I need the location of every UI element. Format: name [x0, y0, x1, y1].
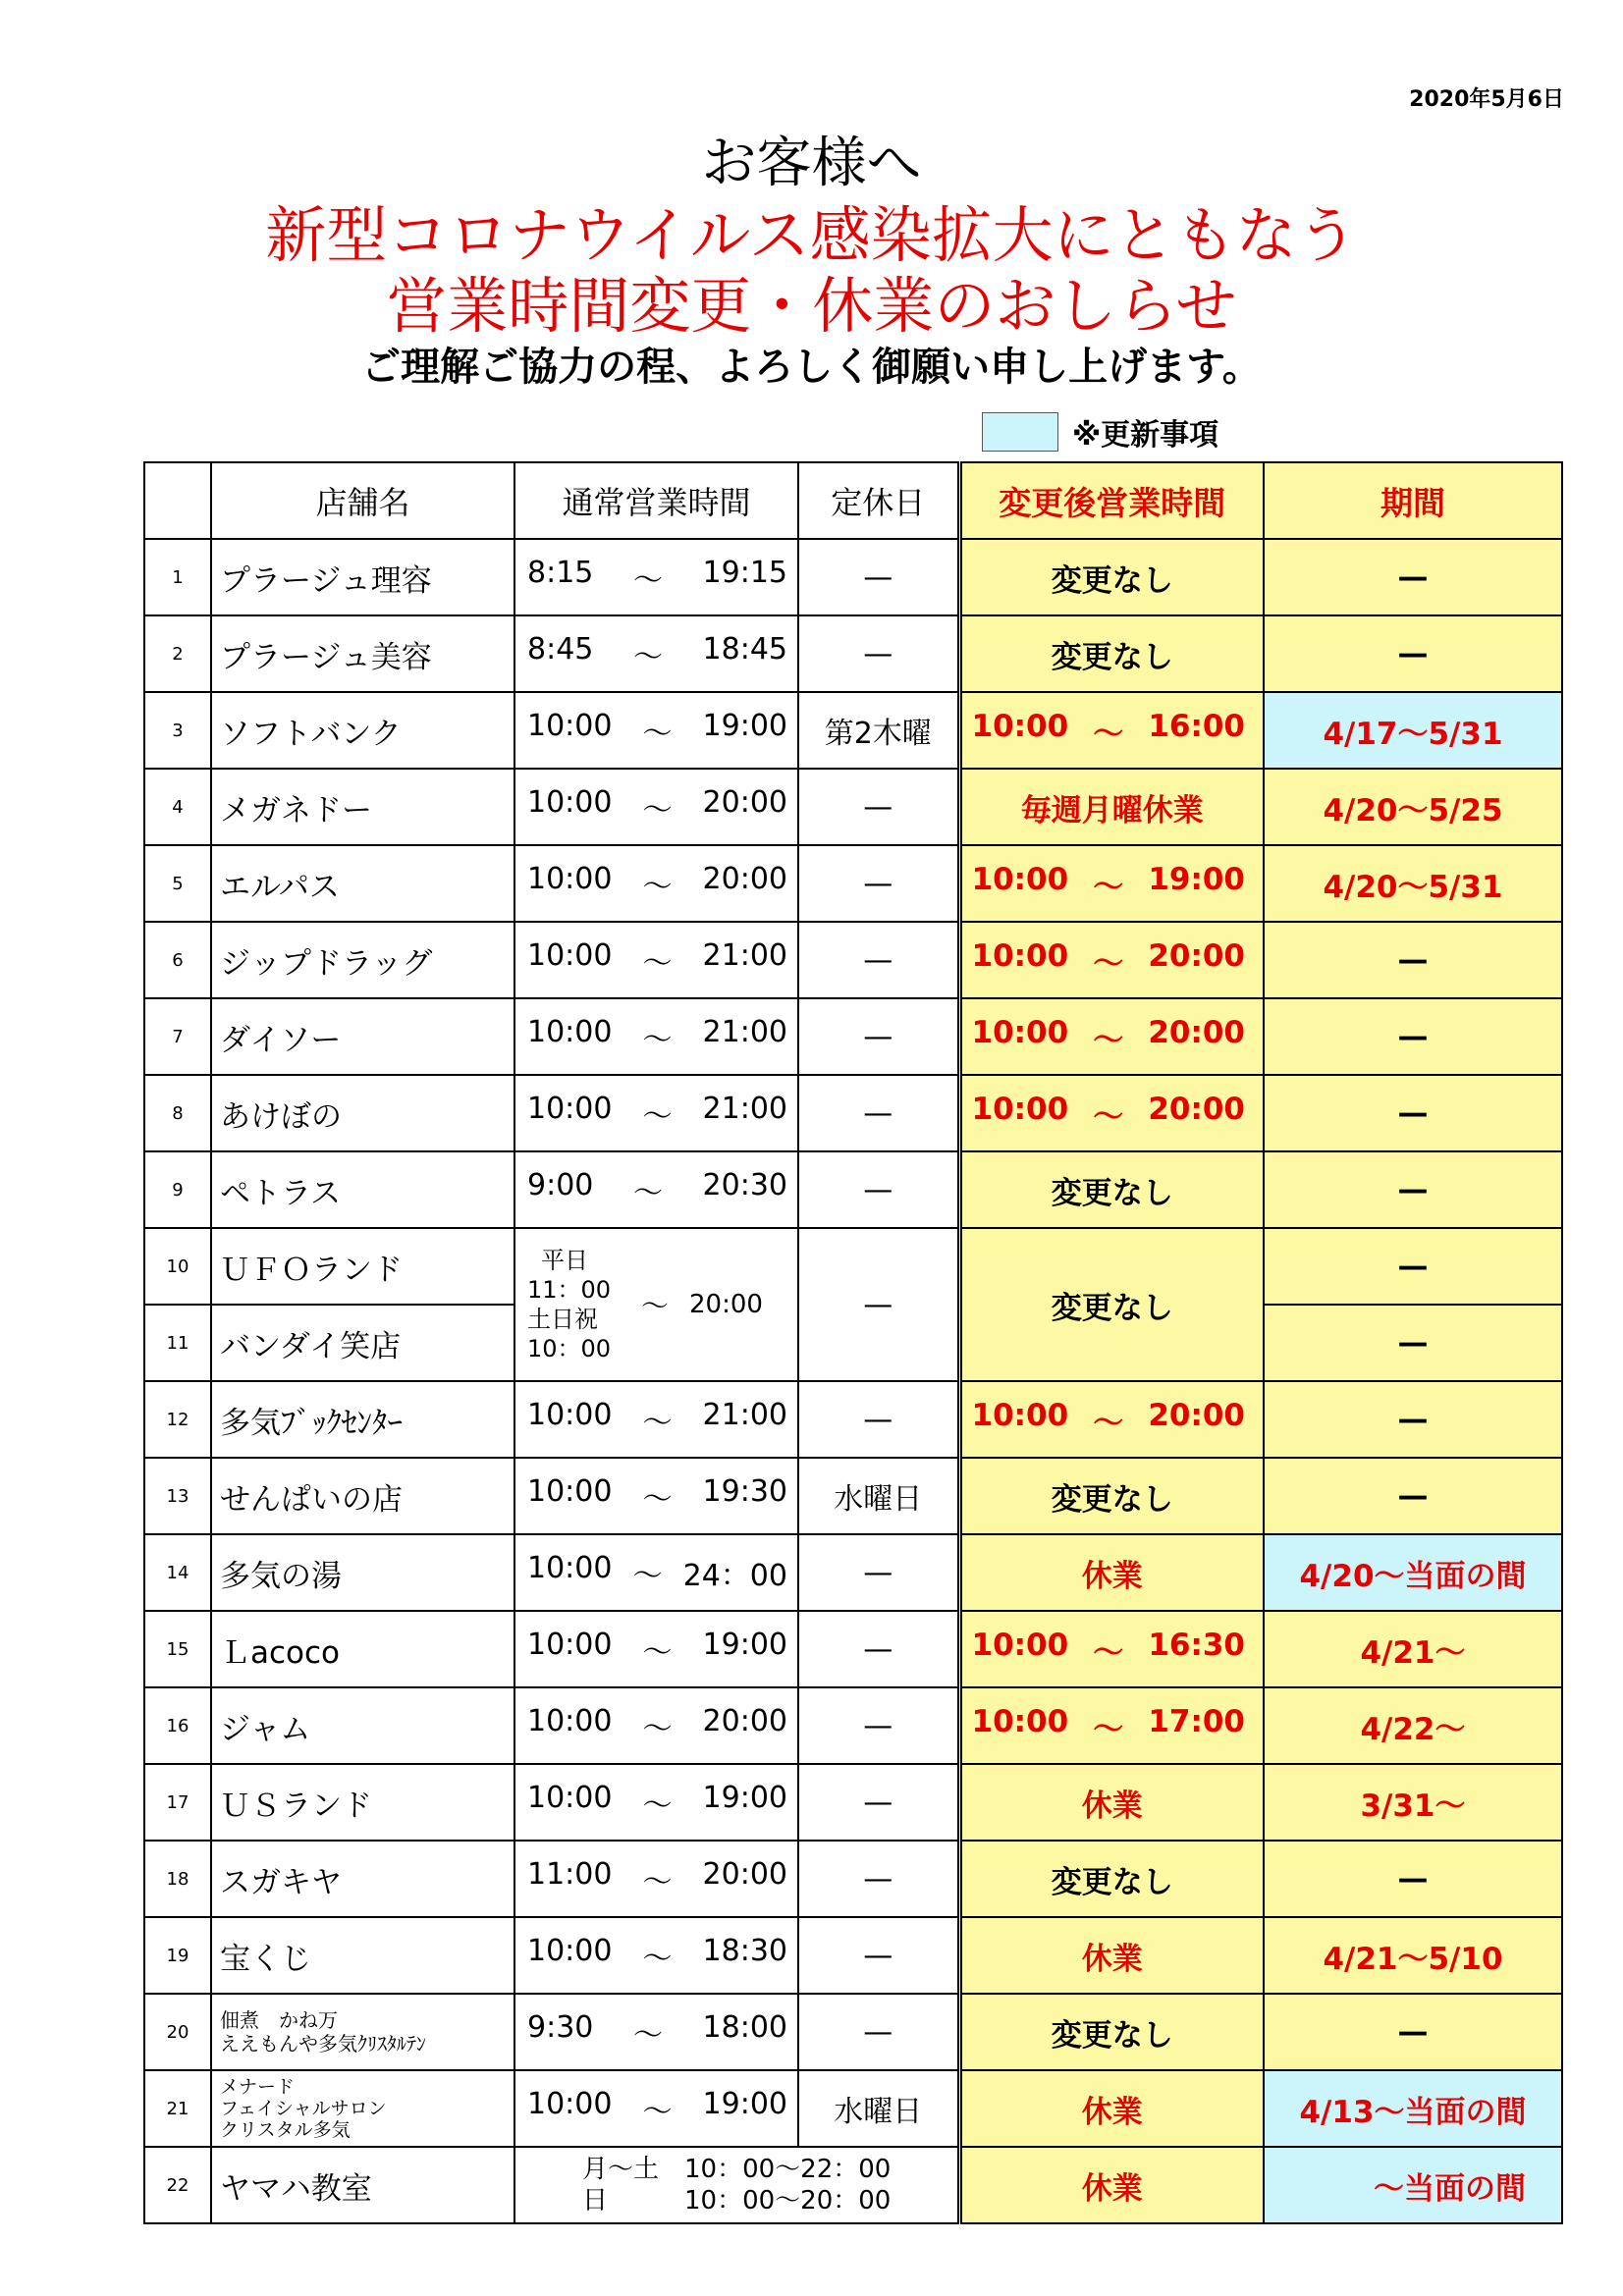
- regular-holiday: —: [798, 1228, 959, 1381]
- normal-hours: [514, 1611, 798, 1687]
- changed-hours: 変更なし: [959, 539, 1264, 615]
- new-open-time: 10:00: [971, 861, 1069, 897]
- changed-hours: [959, 1381, 1264, 1458]
- range-tilde: ～: [642, 717, 673, 751]
- row-number: 1: [144, 539, 211, 615]
- normal-hours: [514, 692, 798, 769]
- table-row: [144, 539, 1562, 615]
- store-name-line: ええもんや多気ｸﾘｽﾀﾙﾃﾝ: [220, 2032, 426, 2056]
- close-time: 19:00: [702, 709, 787, 743]
- table-row: [144, 1994, 1562, 2070]
- store-name: ヤマハ教室: [211, 2147, 514, 2223]
- changed-hours: [959, 692, 1264, 769]
- greeting: お客様へ: [701, 132, 922, 195]
- changed-hours: 休業: [959, 1917, 1264, 1994]
- close-time: 18:30: [702, 1934, 787, 1968]
- normal-hours: [514, 1151, 798, 1228]
- store-name-line: フェイシャルサロン: [220, 2098, 387, 2119]
- change-period: 3/31～: [1264, 1764, 1562, 1841]
- range-tilde: ～: [642, 2095, 673, 2129]
- row-number: 9: [144, 1151, 211, 1228]
- changed-hours: 変更なし: [959, 1228, 1264, 1381]
- close-time: 20:00: [702, 1704, 787, 1738]
- table-row: [144, 1764, 1562, 1841]
- change-period: —: [1264, 1305, 1562, 1381]
- row-number: 3: [144, 692, 211, 769]
- change-period: —: [1264, 1841, 1562, 1917]
- open-time: 10:00: [527, 1092, 613, 1126]
- change-period: —: [1264, 922, 1562, 998]
- open-time: 10:00: [527, 1474, 613, 1509]
- table-row: [144, 922, 1562, 998]
- open-time: 11:00: [527, 1857, 613, 1892]
- open-time: 10:00: [527, 709, 613, 743]
- row-number: 4: [144, 769, 211, 845]
- range-tilde: ～: [632, 1176, 663, 1210]
- change-period: 4/17～5/31: [1264, 692, 1562, 769]
- normal-hours: [514, 1228, 798, 1381]
- range-tilde: ～: [642, 870, 673, 904]
- header-period: 期間: [1264, 462, 1562, 539]
- store-hours-table: [143, 461, 1563, 2224]
- new-open-time: 10:00: [971, 1397, 1069, 1433]
- document-date: 2020年5月6日: [1409, 87, 1564, 112]
- new-open-time: 10:00: [971, 1627, 1069, 1663]
- store-name: あけぼの: [211, 1075, 514, 1151]
- changed-hours: 変更なし: [959, 1458, 1264, 1534]
- table-row: [144, 2147, 1562, 2223]
- change-period: 4/20～当面の間: [1264, 1534, 1562, 1611]
- changed-hours: 休業: [959, 1534, 1264, 1611]
- change-period: —: [1264, 998, 1562, 1075]
- close-time: 21:00: [702, 1015, 787, 1049]
- regular-holiday: —: [798, 539, 959, 615]
- new-open-time: 10:00: [971, 1014, 1069, 1050]
- close-time: 19:15: [702, 556, 787, 590]
- new-close-time: 19:00: [1148, 861, 1245, 897]
- store-name: ペトラス: [211, 1151, 514, 1228]
- open-time: 10:00: [527, 1628, 613, 1662]
- open-time: 10:00: [527, 785, 613, 820]
- change-period: —: [1264, 615, 1562, 692]
- open-time: 10:00: [527, 1398, 613, 1432]
- changed-hours: 変更なし: [959, 1994, 1264, 2070]
- open-time: 10:00: [527, 1934, 613, 1968]
- close-time: 20:00: [702, 1857, 787, 1892]
- regular-holiday: 水曜日: [798, 1458, 959, 1534]
- open-time: 10:00: [527, 938, 613, 973]
- close-time: 20:00: [702, 862, 787, 896]
- table-row: [144, 1228, 1562, 1305]
- new-open-time: 10:00: [971, 1091, 1069, 1127]
- range-tilde: ～: [642, 1712, 673, 1746]
- regular-holiday: —: [798, 998, 959, 1075]
- normal-hours: [514, 1687, 798, 1764]
- new-close-time: 20:00: [1148, 1014, 1245, 1050]
- close-time: 19:00: [702, 1781, 787, 1815]
- changed-hours: 休業: [959, 1764, 1264, 1841]
- new-close-time: 20:00: [1148, 937, 1245, 974]
- change-period: 4/20～5/31: [1264, 845, 1562, 922]
- new-close-time: 20:00: [1148, 1091, 1245, 1127]
- close-time: 21:00: [702, 1092, 787, 1126]
- row-number: 22: [144, 2147, 211, 2223]
- normal-hours: [514, 1994, 798, 2070]
- row-number: 17: [144, 1764, 211, 1841]
- table-row: [144, 2070, 1562, 2147]
- table-row: [144, 769, 1562, 845]
- new-close-time: 16:00: [1148, 708, 1245, 744]
- notice-title-line2: 営業時間変更・休業のおしらせ: [386, 270, 1237, 342]
- range-tilde: ～: [642, 946, 673, 981]
- row-number: 21: [144, 2070, 211, 2147]
- close-time: 18:45: [702, 632, 787, 667]
- regular-holiday: —: [798, 1764, 959, 1841]
- table-row: [144, 1381, 1562, 1458]
- notice-title-line1: 新型コロナウイルス感染拡大にともなう: [265, 199, 1358, 271]
- regular-holiday: —: [798, 845, 959, 922]
- open-time: 8:15: [527, 556, 594, 590]
- close-time: 20:30: [702, 1168, 787, 1202]
- range-tilde: ～: [642, 1942, 673, 1976]
- store-name: 多気の湯: [211, 1534, 514, 1611]
- range-tilde: ～: [1093, 945, 1124, 982]
- weekend-open-time: 10：00: [527, 1335, 612, 1362]
- update-legend-swatch: [982, 412, 1058, 452]
- normal-hours: [514, 845, 798, 922]
- header-changed-hours: 変更後営業時間: [959, 462, 1264, 539]
- new-open-time: 10:00: [971, 1703, 1069, 1739]
- store-name: 多気ﾌﾞｯｸｾﾝﾀｰ: [211, 1381, 514, 1458]
- close-time: 21:00: [702, 938, 787, 973]
- store-name: エルパス: [211, 845, 514, 922]
- open-time: 10:00: [527, 2087, 613, 2121]
- regular-holiday: —: [798, 1841, 959, 1917]
- new-close-time: 20:00: [1148, 1397, 1245, 1433]
- range-tilde: ～: [1093, 1022, 1124, 1058]
- row-number: 16: [144, 1687, 211, 1764]
- close-time: 21:00: [702, 1398, 787, 1432]
- store-name-line: クリスタル多気: [220, 2119, 351, 2141]
- notice-subtitle: ご理解ご協力の程、よろしく御願い申し上げます。: [361, 345, 1262, 390]
- open-time: 10:00: [527, 1551, 613, 1585]
- store-name: せんぱいの店: [211, 1458, 514, 1534]
- normal-hours: [514, 539, 798, 615]
- range-tilde: ～: [642, 1635, 673, 1670]
- store-name: [211, 2070, 514, 2147]
- row-number: 10: [144, 1228, 211, 1305]
- normal-hours: [514, 2070, 798, 2147]
- regular-holiday: —: [798, 615, 959, 692]
- regular-holiday: 第2木曜: [798, 692, 959, 769]
- changed-hours: 変更なし: [959, 615, 1264, 692]
- row-number: 5: [144, 845, 211, 922]
- row-number: 12: [144, 1381, 211, 1458]
- close-time: 24：00: [682, 1559, 787, 1593]
- table-row: [144, 1075, 1562, 1151]
- store-name: バンダイ笑店: [211, 1305, 514, 1381]
- new-close-time: 16:30: [1148, 1627, 1245, 1663]
- header-normal-hours: 通常営業時間: [514, 462, 798, 539]
- table-row: [144, 615, 1562, 692]
- new-open-time: 10:00: [971, 708, 1069, 744]
- store-name-line: メナード: [220, 2076, 296, 2098]
- row-number: 8: [144, 1075, 211, 1151]
- change-period: 4/21～: [1264, 1611, 1562, 1687]
- normal-hours: [514, 2147, 959, 2223]
- regular-holiday: 水曜日: [798, 2070, 959, 2147]
- store-name: ＵＦＯランド: [211, 1228, 514, 1305]
- close-time: 19:30: [702, 1474, 787, 1509]
- range-tilde: ～: [640, 1290, 669, 1322]
- hours-mon-sat: 月～土 10：00～22：00: [582, 2155, 892, 2184]
- table-header-row: [144, 462, 1562, 539]
- change-period: ～当面の間: [1264, 2147, 1562, 2223]
- range-tilde: ～: [642, 1023, 673, 1057]
- regular-holiday: —: [798, 1687, 959, 1764]
- close-time: 20:00: [689, 1290, 763, 1319]
- row-number: 20: [144, 1994, 211, 2070]
- row-number: 18: [144, 1841, 211, 1917]
- change-period: 4/22～: [1264, 1687, 1562, 1764]
- store-name: Ｌacoco: [211, 1611, 514, 1687]
- range-tilde: ～: [642, 1406, 673, 1440]
- change-period: 4/13～当面の間: [1264, 2070, 1562, 2147]
- changed-hours: [959, 1075, 1264, 1151]
- close-time: 18:00: [702, 2010, 787, 2045]
- changed-hours: [959, 845, 1264, 922]
- range-tilde: ～: [642, 1789, 673, 1823]
- changed-hours: 休業: [959, 2070, 1264, 2147]
- change-period: 4/20～5/25: [1264, 769, 1562, 845]
- normal-hours: [514, 1917, 798, 1994]
- open-time: 10:00: [527, 1781, 613, 1815]
- changed-hours: 毎週月曜休業: [959, 769, 1264, 845]
- weekday-label: 平日: [541, 1247, 588, 1274]
- changed-hours: 変更なし: [959, 1841, 1264, 1917]
- regular-holiday: —: [798, 769, 959, 845]
- close-time: 19:00: [702, 1628, 787, 1662]
- range-tilde: ～: [632, 2018, 663, 2053]
- table-row: [144, 1917, 1562, 1994]
- range-tilde: ～: [632, 640, 663, 674]
- changed-hours: [959, 998, 1264, 1075]
- normal-hours: [514, 1534, 798, 1611]
- range-tilde: ～: [1093, 1634, 1124, 1671]
- range-tilde: ～: [642, 1482, 673, 1517]
- table-row: [144, 998, 1562, 1075]
- row-number: 15: [144, 1611, 211, 1687]
- regular-holiday: —: [798, 1075, 959, 1151]
- store-name: プラージュ美容: [211, 615, 514, 692]
- range-tilde: ～: [1093, 1098, 1124, 1135]
- normal-hours: [514, 1381, 798, 1458]
- header-store-name: 店舗名: [211, 462, 514, 539]
- header-regular-holiday: 定休日: [798, 462, 959, 539]
- table-row: [144, 1611, 1562, 1687]
- change-period: 4/21～5/10: [1264, 1917, 1562, 1994]
- range-tilde: ～: [632, 1559, 663, 1593]
- changed-hours: [959, 922, 1264, 998]
- regular-holiday: —: [798, 1381, 959, 1458]
- normal-hours: [514, 1841, 798, 1917]
- open-time: 9:30: [527, 2010, 594, 2045]
- normal-hours: [514, 1764, 798, 1841]
- table-row: [144, 1841, 1562, 1917]
- open-time: 10:00: [527, 862, 613, 896]
- change-period: —: [1264, 1994, 1562, 2070]
- table-row: [144, 692, 1562, 769]
- normal-hours: [514, 1075, 798, 1151]
- store-name: プラージュ理容: [211, 539, 514, 615]
- table-row: [144, 1151, 1562, 1228]
- regular-holiday: —: [798, 922, 959, 998]
- weekday-open-time: 11：00: [527, 1276, 612, 1304]
- change-period: —: [1264, 1228, 1562, 1305]
- normal-hours: [514, 922, 798, 998]
- table-row: [144, 1534, 1562, 1611]
- table-row: [144, 1458, 1562, 1534]
- table-row: [144, 845, 1562, 922]
- changed-hours: [959, 1611, 1264, 1687]
- row-number: 14: [144, 1534, 211, 1611]
- normal-hours: [514, 769, 798, 845]
- store-name: ダイソー: [211, 998, 514, 1075]
- table-row: [144, 1687, 1562, 1764]
- open-time: 10:00: [527, 1015, 613, 1049]
- change-period: —: [1264, 1075, 1562, 1151]
- range-tilde: ～: [1093, 1711, 1124, 1747]
- store-name: メガネドー: [211, 769, 514, 845]
- new-close-time: 17:00: [1148, 1703, 1245, 1739]
- range-tilde: ～: [632, 563, 663, 598]
- row-number: 2: [144, 615, 211, 692]
- change-period: —: [1264, 1151, 1562, 1228]
- close-time: 19:00: [702, 2087, 787, 2121]
- row-number: 11: [144, 1305, 211, 1381]
- store-name: ソフトバンク: [211, 692, 514, 769]
- changed-hours: [959, 1687, 1264, 1764]
- range-tilde: ～: [1093, 716, 1124, 752]
- regular-holiday: —: [798, 1151, 959, 1228]
- hours-sun: 日 10：00～20：00: [582, 2186, 892, 2216]
- row-number: 13: [144, 1458, 211, 1534]
- change-period: —: [1264, 539, 1562, 615]
- store-name: スガキヤ: [211, 1841, 514, 1917]
- row-number: 6: [144, 922, 211, 998]
- open-time: 8:45: [527, 632, 594, 667]
- range-tilde: ～: [1093, 1405, 1124, 1441]
- normal-hours: [514, 998, 798, 1075]
- normal-hours: [514, 615, 798, 692]
- changed-hours: 変更なし: [959, 1151, 1264, 1228]
- update-legend-label: ※更新事項: [1072, 418, 1219, 453]
- change-period: —: [1264, 1458, 1562, 1534]
- range-tilde: ～: [642, 1099, 673, 1134]
- range-tilde: ～: [642, 1865, 673, 1899]
- header-number: [144, 462, 211, 539]
- new-open-time: 10:00: [971, 937, 1069, 974]
- close-time: 20:00: [702, 785, 787, 820]
- store-name: ジップドラッグ: [211, 922, 514, 998]
- store-name: ジャム: [211, 1687, 514, 1764]
- range-tilde: ～: [1093, 869, 1124, 905]
- regular-holiday: —: [798, 1534, 959, 1611]
- update-legend: [982, 412, 1218, 452]
- normal-hours: [514, 1458, 798, 1534]
- regular-holiday: —: [798, 1611, 959, 1687]
- regular-holiday: —: [798, 1994, 959, 2070]
- row-number: 19: [144, 1917, 211, 1994]
- store-name: [211, 1994, 514, 2070]
- store-name-line: 佃煮 かね万: [220, 2008, 338, 2032]
- range-tilde: ～: [642, 793, 673, 828]
- store-name: ＵＳランド: [211, 1764, 514, 1841]
- regular-holiday: —: [798, 1917, 959, 1994]
- change-period: —: [1264, 1381, 1562, 1458]
- store-name: 宝くじ: [211, 1917, 514, 1994]
- open-time: 9:00: [527, 1168, 594, 1202]
- weekend-label: 土日祝: [527, 1306, 598, 1333]
- changed-hours: 休業: [959, 2147, 1264, 2223]
- row-number: 7: [144, 998, 211, 1075]
- open-time: 10:00: [527, 1704, 613, 1738]
